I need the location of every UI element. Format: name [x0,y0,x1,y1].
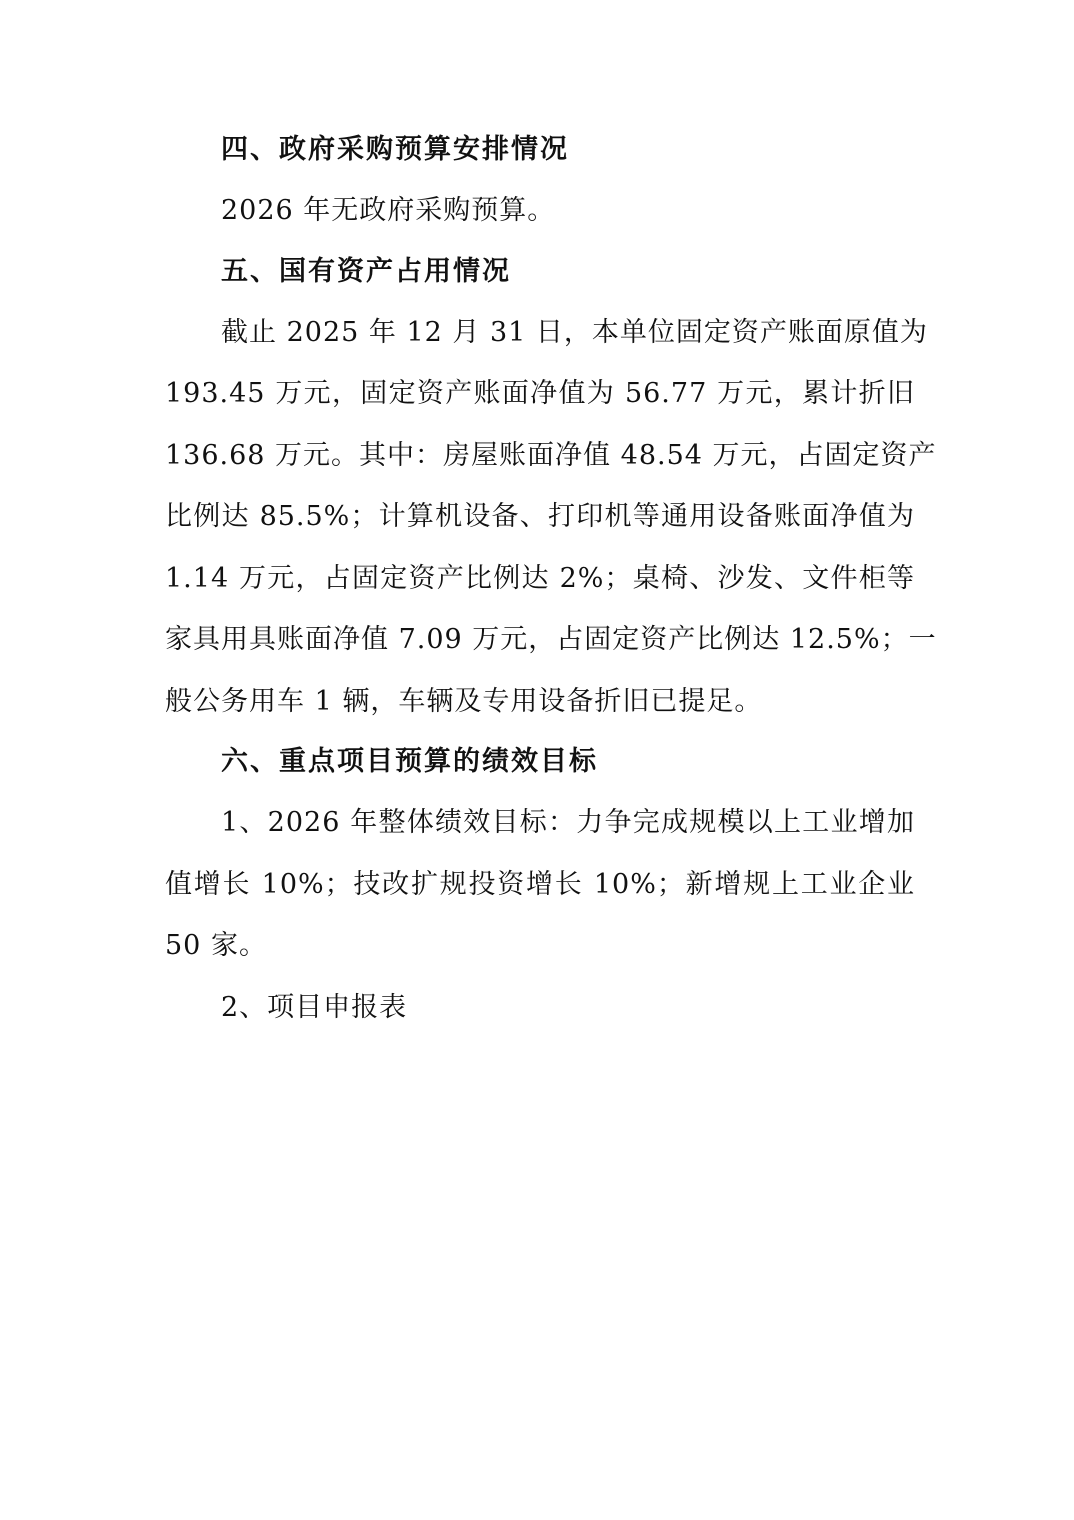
assets-paragraph [165,302,937,733]
performance-paragraph [165,792,915,977]
document-body [165,120,937,1038]
paragraph-line: 比例达 85.5%；计算机设备、打印机等通用设备账面净值为 [165,501,915,532]
section-heading-performance: 六、重点项目预算的绩效目标 [221,746,598,777]
section-heading-procurement: 四、政府采购预算安排情况 [221,134,569,165]
paragraph-line: 50 家。 [165,930,267,961]
paragraph-line: 家具用具账面净值 7.09 万元，占固定资产比例达 12.5%；一 [165,624,937,655]
paragraph-line: 截止 2025 年 12 月 31 日，本单位固定资产账面原值为 [221,316,928,348]
paragraph-line: 般公务用车 1 辆，车辆及专用设备折旧已提足。 [165,685,763,717]
project-list-paragraph [165,977,915,1039]
paragraph-line: 值增长 10%；技改扩规投资增长 10%；新增规上工业企业 [165,868,915,900]
paragraph-line: 136.68 万元。其中：房屋账面净值 48.54 万元，占固定资产 [165,439,937,471]
paragraph-line: 1、2026 年整体绩效目标：力争完成规模以上工业增加 [221,807,915,838]
section-heading-assets: 五、国有资产占用情况 [221,255,511,287]
paragraph-line: 1.14 万元，占固定资产比例达 2%；桌椅、沙发、文件柜等 [165,562,915,594]
paragraph-line: 193.45 万元，固定资产账面净值为 56.77 万元，累计折旧 [165,378,915,409]
procurement-paragraph [165,180,915,242]
paragraph-line: 2、项目申报表 [221,991,408,1023]
paragraph-line: 2026 年无政府采购预算。 [221,195,556,226]
